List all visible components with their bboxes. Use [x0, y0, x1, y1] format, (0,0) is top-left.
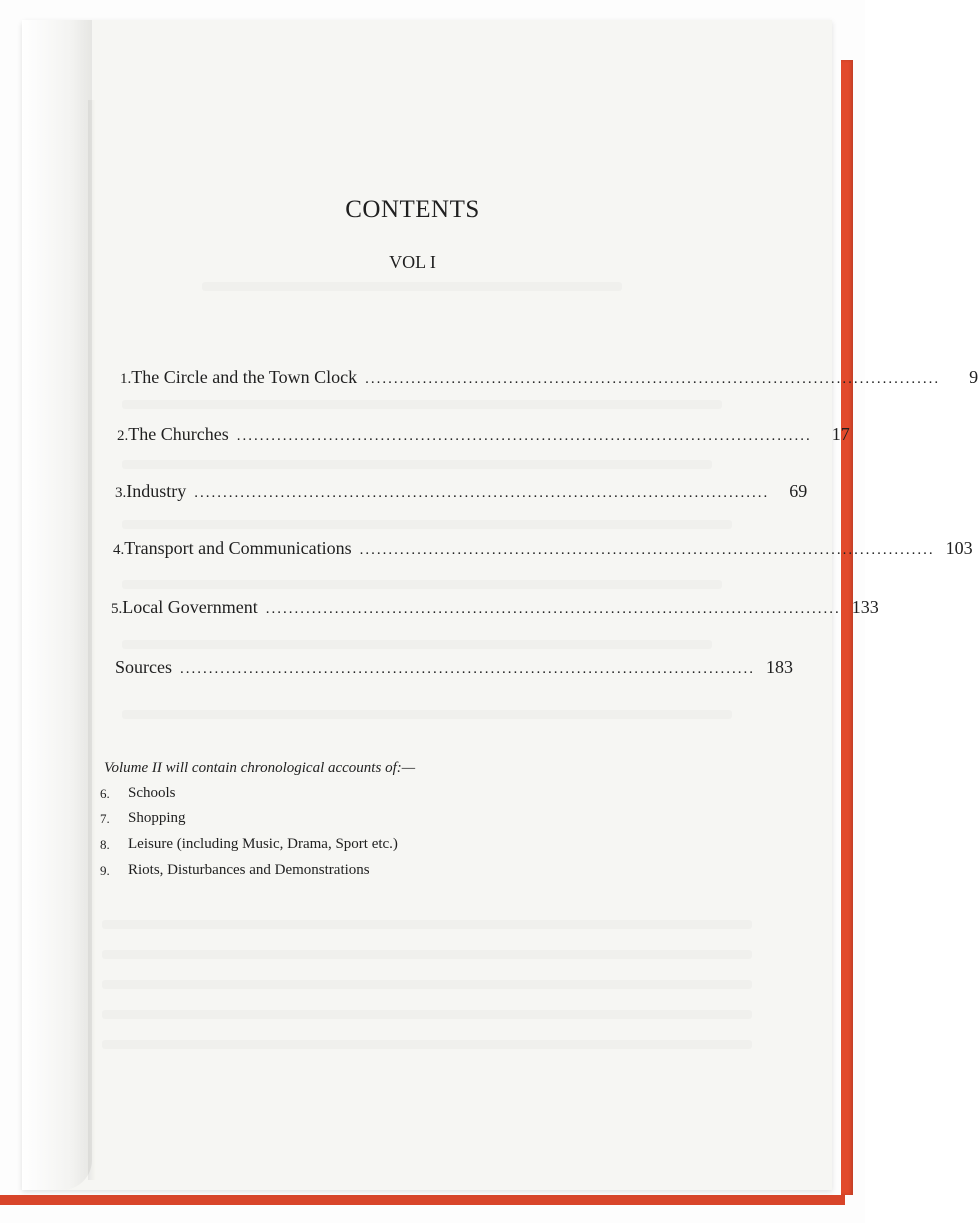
- show-through-text: [122, 580, 722, 589]
- toc-entry: [111, 597, 879, 623]
- list-item: [100, 862, 370, 879]
- volume-label: VOL I: [389, 252, 436, 272]
- toc-entry-title: The Circle and the Town Clock: [131, 367, 358, 387]
- toc-entry: [113, 538, 973, 564]
- show-through-text: [102, 1040, 752, 1049]
- show-through-text: [202, 282, 622, 291]
- toc-entry-page: 103: [945, 538, 973, 558]
- toc-entry-page: 9: [969, 367, 978, 387]
- toc-leader-dots: ....................................................................................................: [359, 542, 935, 558]
- toc-entry: [120, 367, 978, 393]
- toc-leader-dots: ....................................................................................................: [365, 371, 941, 387]
- toc-entry-number: 5.: [111, 601, 123, 617]
- list-item-number: 9.: [100, 863, 110, 878]
- toc-entry-title: The Churches: [128, 424, 229, 444]
- toc-entry-page: 183: [766, 657, 793, 677]
- toc-leader-dots: ....................................................................................................: [236, 428, 812, 444]
- list-item-number: 8.: [100, 837, 110, 852]
- list-item: [100, 836, 398, 853]
- toc-leader-dots: ....................................................................................................: [265, 601, 841, 617]
- toc-entry-title: Transport and Communications: [124, 538, 352, 558]
- toc-entry-number: 2.: [117, 428, 129, 444]
- show-through-text: [102, 980, 752, 989]
- book-cover-edge: [841, 60, 853, 1195]
- list-item: [100, 785, 176, 802]
- show-through-text: [122, 710, 732, 719]
- toc-entry-number: 1.: [120, 371, 132, 387]
- toc-leader-dots: ....................................................................................................: [180, 661, 755, 677]
- show-through-text: [122, 400, 722, 409]
- toc-entry-title: Local Government: [122, 597, 258, 617]
- show-through-text: [122, 520, 732, 529]
- list-item-number: 7.: [100, 811, 110, 826]
- toc-entry: [117, 424, 850, 450]
- list-item-label: Riots, Disturbances and Demonstrations: [128, 862, 370, 878]
- toc-entry-page: 69: [789, 481, 808, 501]
- volume-two-note: Volume II will contain chronological accounts of:—: [104, 760, 416, 776]
- show-through-text: [122, 640, 712, 649]
- toc-entry: [115, 481, 808, 507]
- toc-entry-number: 3.: [115, 485, 127, 501]
- show-through-text: [122, 460, 712, 469]
- toc-entry-title: Industry: [126, 481, 187, 501]
- list-item-label: Shopping: [128, 810, 186, 826]
- toc-entry-title: Sources: [115, 657, 172, 677]
- contents-title: CONTENTS: [345, 196, 480, 223]
- list-item-label: Schools: [128, 785, 176, 801]
- toc-entry-page: 133: [851, 597, 879, 617]
- toc-leader-dots: ....................................................................................................: [194, 485, 770, 501]
- toc-entry-page: 17: [831, 424, 850, 444]
- show-through-text: [102, 1010, 752, 1019]
- toc-entry-number: 4.: [113, 542, 125, 558]
- show-through-text: [102, 920, 752, 929]
- list-item-number: 6.: [100, 786, 110, 801]
- show-through-text: [102, 950, 752, 959]
- list-item: [100, 810, 186, 827]
- list-item-label: Leisure (including Music, Drama, Sport etc.): [128, 836, 398, 852]
- toc-entry: [115, 657, 793, 683]
- book-cover-bottom-edge: [0, 1195, 845, 1205]
